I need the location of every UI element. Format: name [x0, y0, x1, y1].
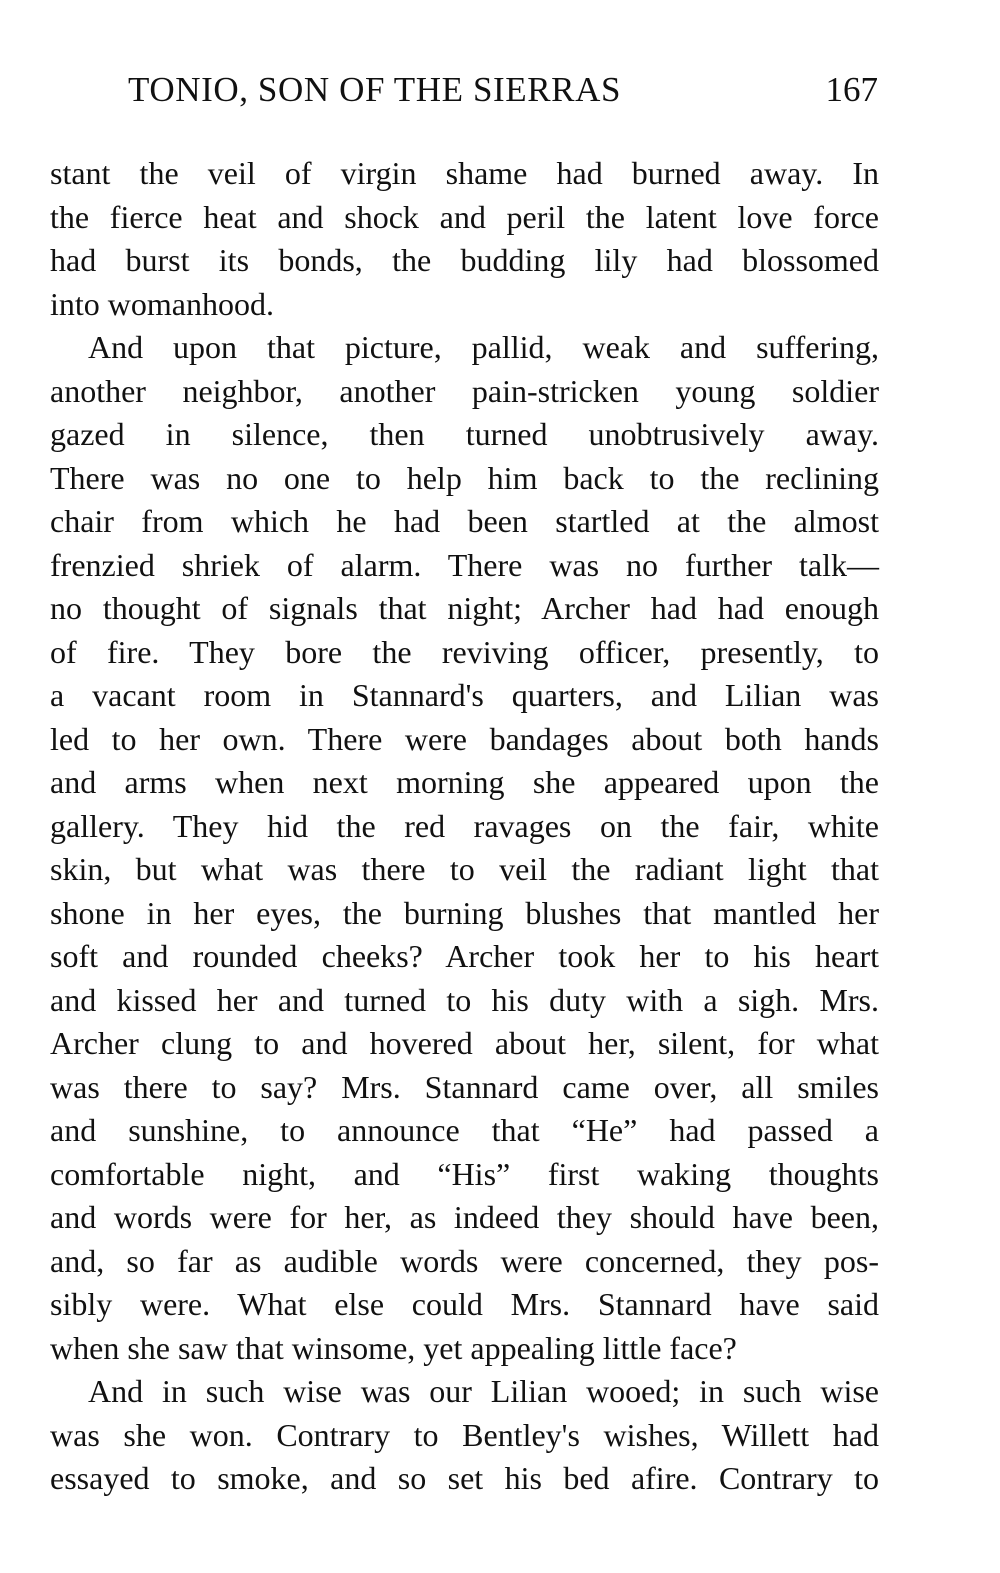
text-line: and arms when next morning she appeared upon the — [50, 764, 879, 800]
text-line: the fierce heat and shock and peril the latent love force — [50, 198, 879, 235]
running-head — [128, 70, 878, 120]
text-line: and words were for her, as indeed they should have been, — [50, 1199, 879, 1235]
text-line: soft and rounded cheeks? Archer took her to his heart — [50, 938, 879, 974]
text-line: a vacant room in Stannard's quarters, and Lilian was — [50, 677, 879, 713]
text-line: comfortable night, and “His” first waking thoughts — [50, 1155, 879, 1192]
text-line: skin, but what was there to veil the radiant light that — [50, 851, 879, 887]
body-text — [50, 152, 879, 1522]
text-line: another neighbor, another pain-stricken young soldier — [50, 372, 879, 409]
text-line: There was no one to help him back to the reclining — [50, 459, 879, 496]
text-line: had burst its bonds, the budding lily had blossomed — [50, 242, 879, 278]
paragraph-end-line: when she saw that winsome, yet appealing little face? — [50, 1329, 737, 1366]
text-line: of fire. They bore the reviving officer, presently, to — [50, 633, 879, 670]
text-line: shone in her eyes, the burning blushes that mantled her — [50, 894, 879, 931]
paragraph-start-line: And upon that picture, pallid, weak and suffering, — [88, 329, 879, 365]
text-line: essayed to smoke, and so set his bed afire. Contrary to — [50, 1460, 879, 1496]
text-line: was she won. Contrary to Bentley's wishes, Willett had — [50, 1416, 879, 1453]
text-line: gazed in silence, then turned unobtrusively away. — [50, 416, 879, 452]
paragraph-start-line: And in such wise was our Lilian wooed; in such wise — [88, 1373, 879, 1409]
text-line: no thought of signals that night; Archer had had enough — [50, 590, 879, 626]
text-line: gallery. They hid the red ravages on the fair, white — [50, 807, 879, 844]
running-title: TONIO, SON OF THE SIERRAS — [128, 70, 622, 109]
text-line: frenzied shriek of alarm. There was no further talk— — [50, 546, 879, 583]
text-line: chair from which he had been startled at the almost — [50, 503, 879, 539]
text-line: and kissed her and turned to his duty with a sigh. Mrs. — [50, 981, 879, 1018]
text-line: sibly were. What else could Mrs. Stannard have said — [50, 1286, 879, 1322]
text-line: stant the veil of virgin shame had burned away. In — [50, 155, 879, 191]
text-line: was there to say? Mrs. Stannard came over, all smiles — [50, 1068, 879, 1105]
page-number: 167 — [825, 70, 878, 109]
text-line: led to her own. There were bandages about both hands — [50, 720, 879, 757]
text-line: and, so far as audible words were concerned, they pos- — [50, 1242, 879, 1279]
text-line: and sunshine, to announce that “He” had passed a — [50, 1112, 879, 1148]
paragraph-end-line: into womanhood. — [50, 285, 274, 322]
text-line: Archer clung to and hovered about her, silent, for what — [50, 1025, 879, 1061]
